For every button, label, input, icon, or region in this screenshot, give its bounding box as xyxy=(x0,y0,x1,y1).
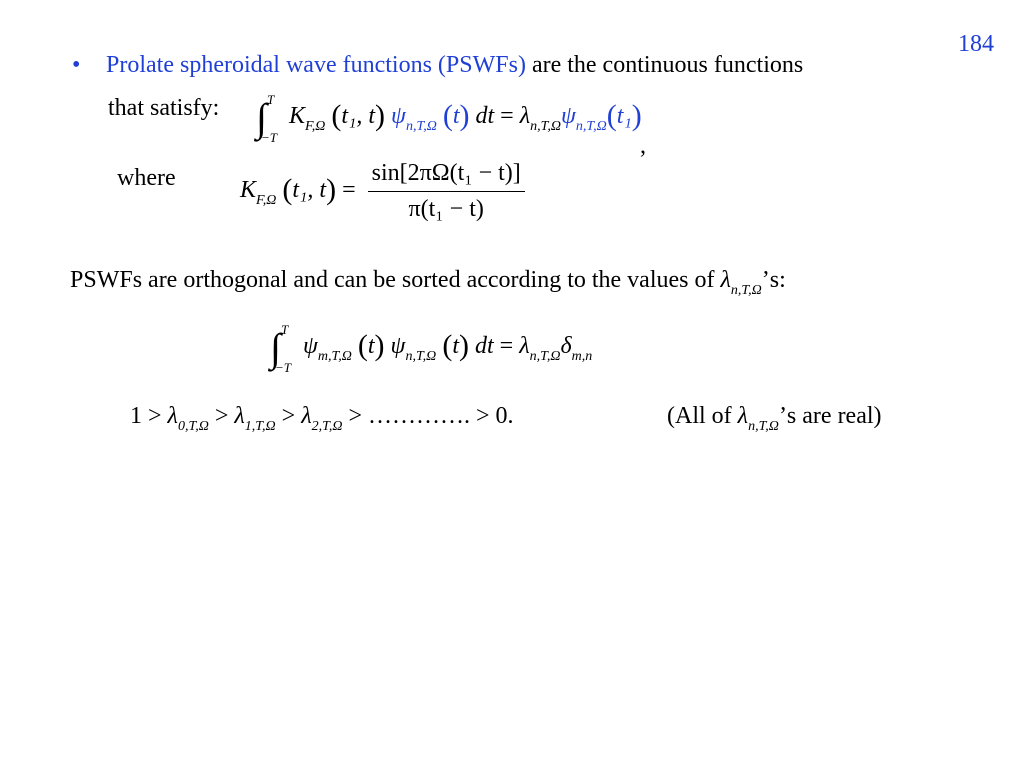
eigenvalue-ordering: $1 > \lambda_{0,T,\Omega} > \lambda_{1,T,\Omega} > \lambda_{2,T,\Omega}$ > …………. > 0. xyxy=(130,403,514,434)
intro-continuation: are the continuous functions xyxy=(525,52,804,78)
real-eigenvalues-note: (All of $\lambda_{n,T,\Omega}’s$ are real) xyxy=(667,403,882,434)
orthogonality-sentence: PSWFs are orthogonal and can be sorted according to the values of $\lambda_{n,T,\Omega}’s$: xyxy=(70,267,786,298)
pswf-term: Prolate spheroidal wave functions (PSWFs) xyxy=(106,52,526,78)
kernel-definition: $K_{F,\Omega}$ (t₁, t) = $\frac{\text{sin[2πΩ(t₁ − t)]}}{\text{π(t₁ − t)}}$ xyxy=(240,160,525,223)
integral-sign: ∫ xyxy=(256,95,267,140)
integral-limits: T −T xyxy=(260,92,277,146)
eigen-equation: ∫ T −T $K_{F,\Omega}$ (t₁, t) $\psi_{n,T,\Omega}$ (t) dt = $\lambda_{n,T,\Omega}\psi_{n,T,\Omega}(t_1)$ xyxy=(256,92,642,146)
page-number: 184 xyxy=(958,31,994,57)
bullet-marker: • xyxy=(72,52,81,78)
intro-line xyxy=(106,52,803,79)
integral-sign: ∫ xyxy=(270,325,281,370)
kernel-denominator: π(t₁ − t) xyxy=(408,196,484,222)
where-label: where xyxy=(117,165,176,191)
satisfy-label: that satisfy: xyxy=(108,95,220,121)
integral-limits: T −T xyxy=(274,322,291,376)
kernel-fraction xyxy=(368,160,525,223)
equation-comma: , xyxy=(640,133,646,159)
kernel-numerator: sin[2πΩ(t₁ − t)] xyxy=(368,160,525,192)
orthogonality-equation: ∫ T −T $\psi_{m,T,\Omega}$ (t) $\psi_{n,T,\Omega}$ (t) dt = $\lambda_{n,T,\Omega}\delta_{m,n}$ xyxy=(270,322,593,376)
